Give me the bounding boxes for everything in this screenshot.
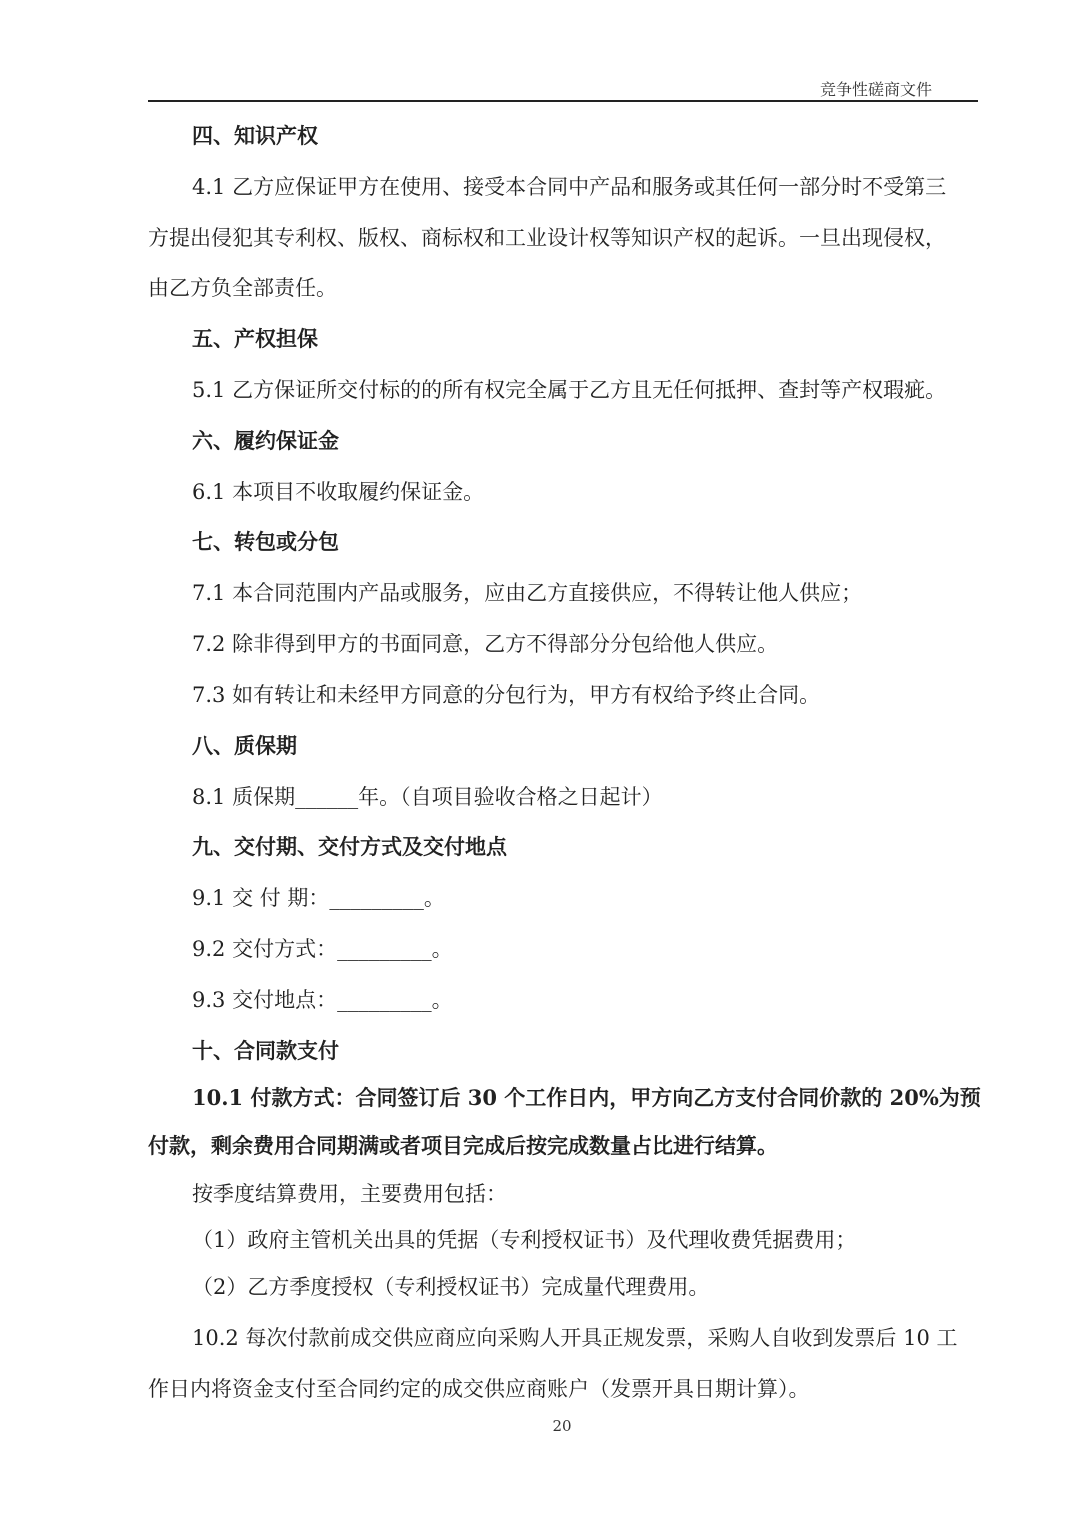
section-heading-9: 九、交付期、交付方式及交付地点: [192, 834, 507, 859]
paragraph-line: 8.1 质保期______年。（自项目验收合格之日起计）: [192, 785, 663, 809]
paragraph-line-bold: 付款，剩余费用合同期满或者项目完成后按完成数量占比进行结算。: [148, 1133, 778, 1158]
section-heading-6: 六、履约保证金: [192, 428, 339, 453]
section-heading-10: 十、合同款支付: [192, 1038, 339, 1063]
paragraph-line: 7.2 除非得到甲方的书面同意，乙方不得部分分包给他人供应。: [192, 632, 779, 656]
section-heading-4: 四、知识产权: [192, 123, 318, 148]
header-rule: [148, 100, 978, 102]
paragraph-line: 7.1 本合同范围内产品或服务，应由乙方直接供应，不得转让他人供应；: [192, 581, 863, 605]
paragraph-line: 6.1 本项目不收取履约保证金。: [192, 480, 485, 504]
paragraph-line: 7.3 如有转让和未经甲方同意的分包行为，甲方有权给予终止合同。: [192, 683, 821, 707]
section-heading-8: 八、质保期: [192, 733, 297, 758]
section-heading-7: 七、转包或分包: [192, 529, 339, 554]
paragraph-line: 由乙方负全部责任。: [148, 276, 337, 300]
section-heading-5: 五、产权担保: [192, 326, 318, 351]
paragraph-line: 4.1 乙方应保证甲方在使用、接受本合同中产品和服务或其任何一部分时不受第三: [192, 175, 947, 199]
paragraph-line: （1）政府主管机关出具的凭据（专利授权证书）及代理收费凭据费用；: [192, 1228, 857, 1252]
paragraph-line: 9.1 交 付 期：_________。: [192, 886, 445, 910]
paragraph-line-bold: 10.1 付款方式：合同签订后 30 个工作日内，甲方向乙方支付合同价款的 20%为预: [192, 1085, 981, 1110]
paragraph-line: 5.1 乙方保证所交付标的的所有权完全属于乙方且无任何抵押、查封等产权瑕疵。: [192, 378, 947, 402]
paragraph-line: 9.2 交付方式：_________。: [192, 937, 453, 961]
paragraph-line: （2）乙方季度授权（专利授权证书）完成量代理费用。: [192, 1275, 710, 1299]
paragraph-line: 9.3 交付地点：_________。: [192, 988, 453, 1012]
paragraph-line: 按季度结算费用，主要费用包括：: [192, 1182, 507, 1206]
paragraph-line: 方提出侵犯其专利权、版权、商标权和工业设计权等知识产权的起诉。一旦出现侵权，: [148, 226, 946, 250]
header-title: 竞争性磋商文件: [820, 80, 933, 99]
paragraph-line: 10.2 每次付款前成交供应商应向采购人开具正规发票，采购人自收到发票后 10 工: [192, 1326, 958, 1350]
page-number: 20: [552, 1417, 572, 1435]
paragraph-line: 作日内将资金支付至合同约定的成交供应商账户（发票开具日期计算）。: [148, 1377, 810, 1401]
